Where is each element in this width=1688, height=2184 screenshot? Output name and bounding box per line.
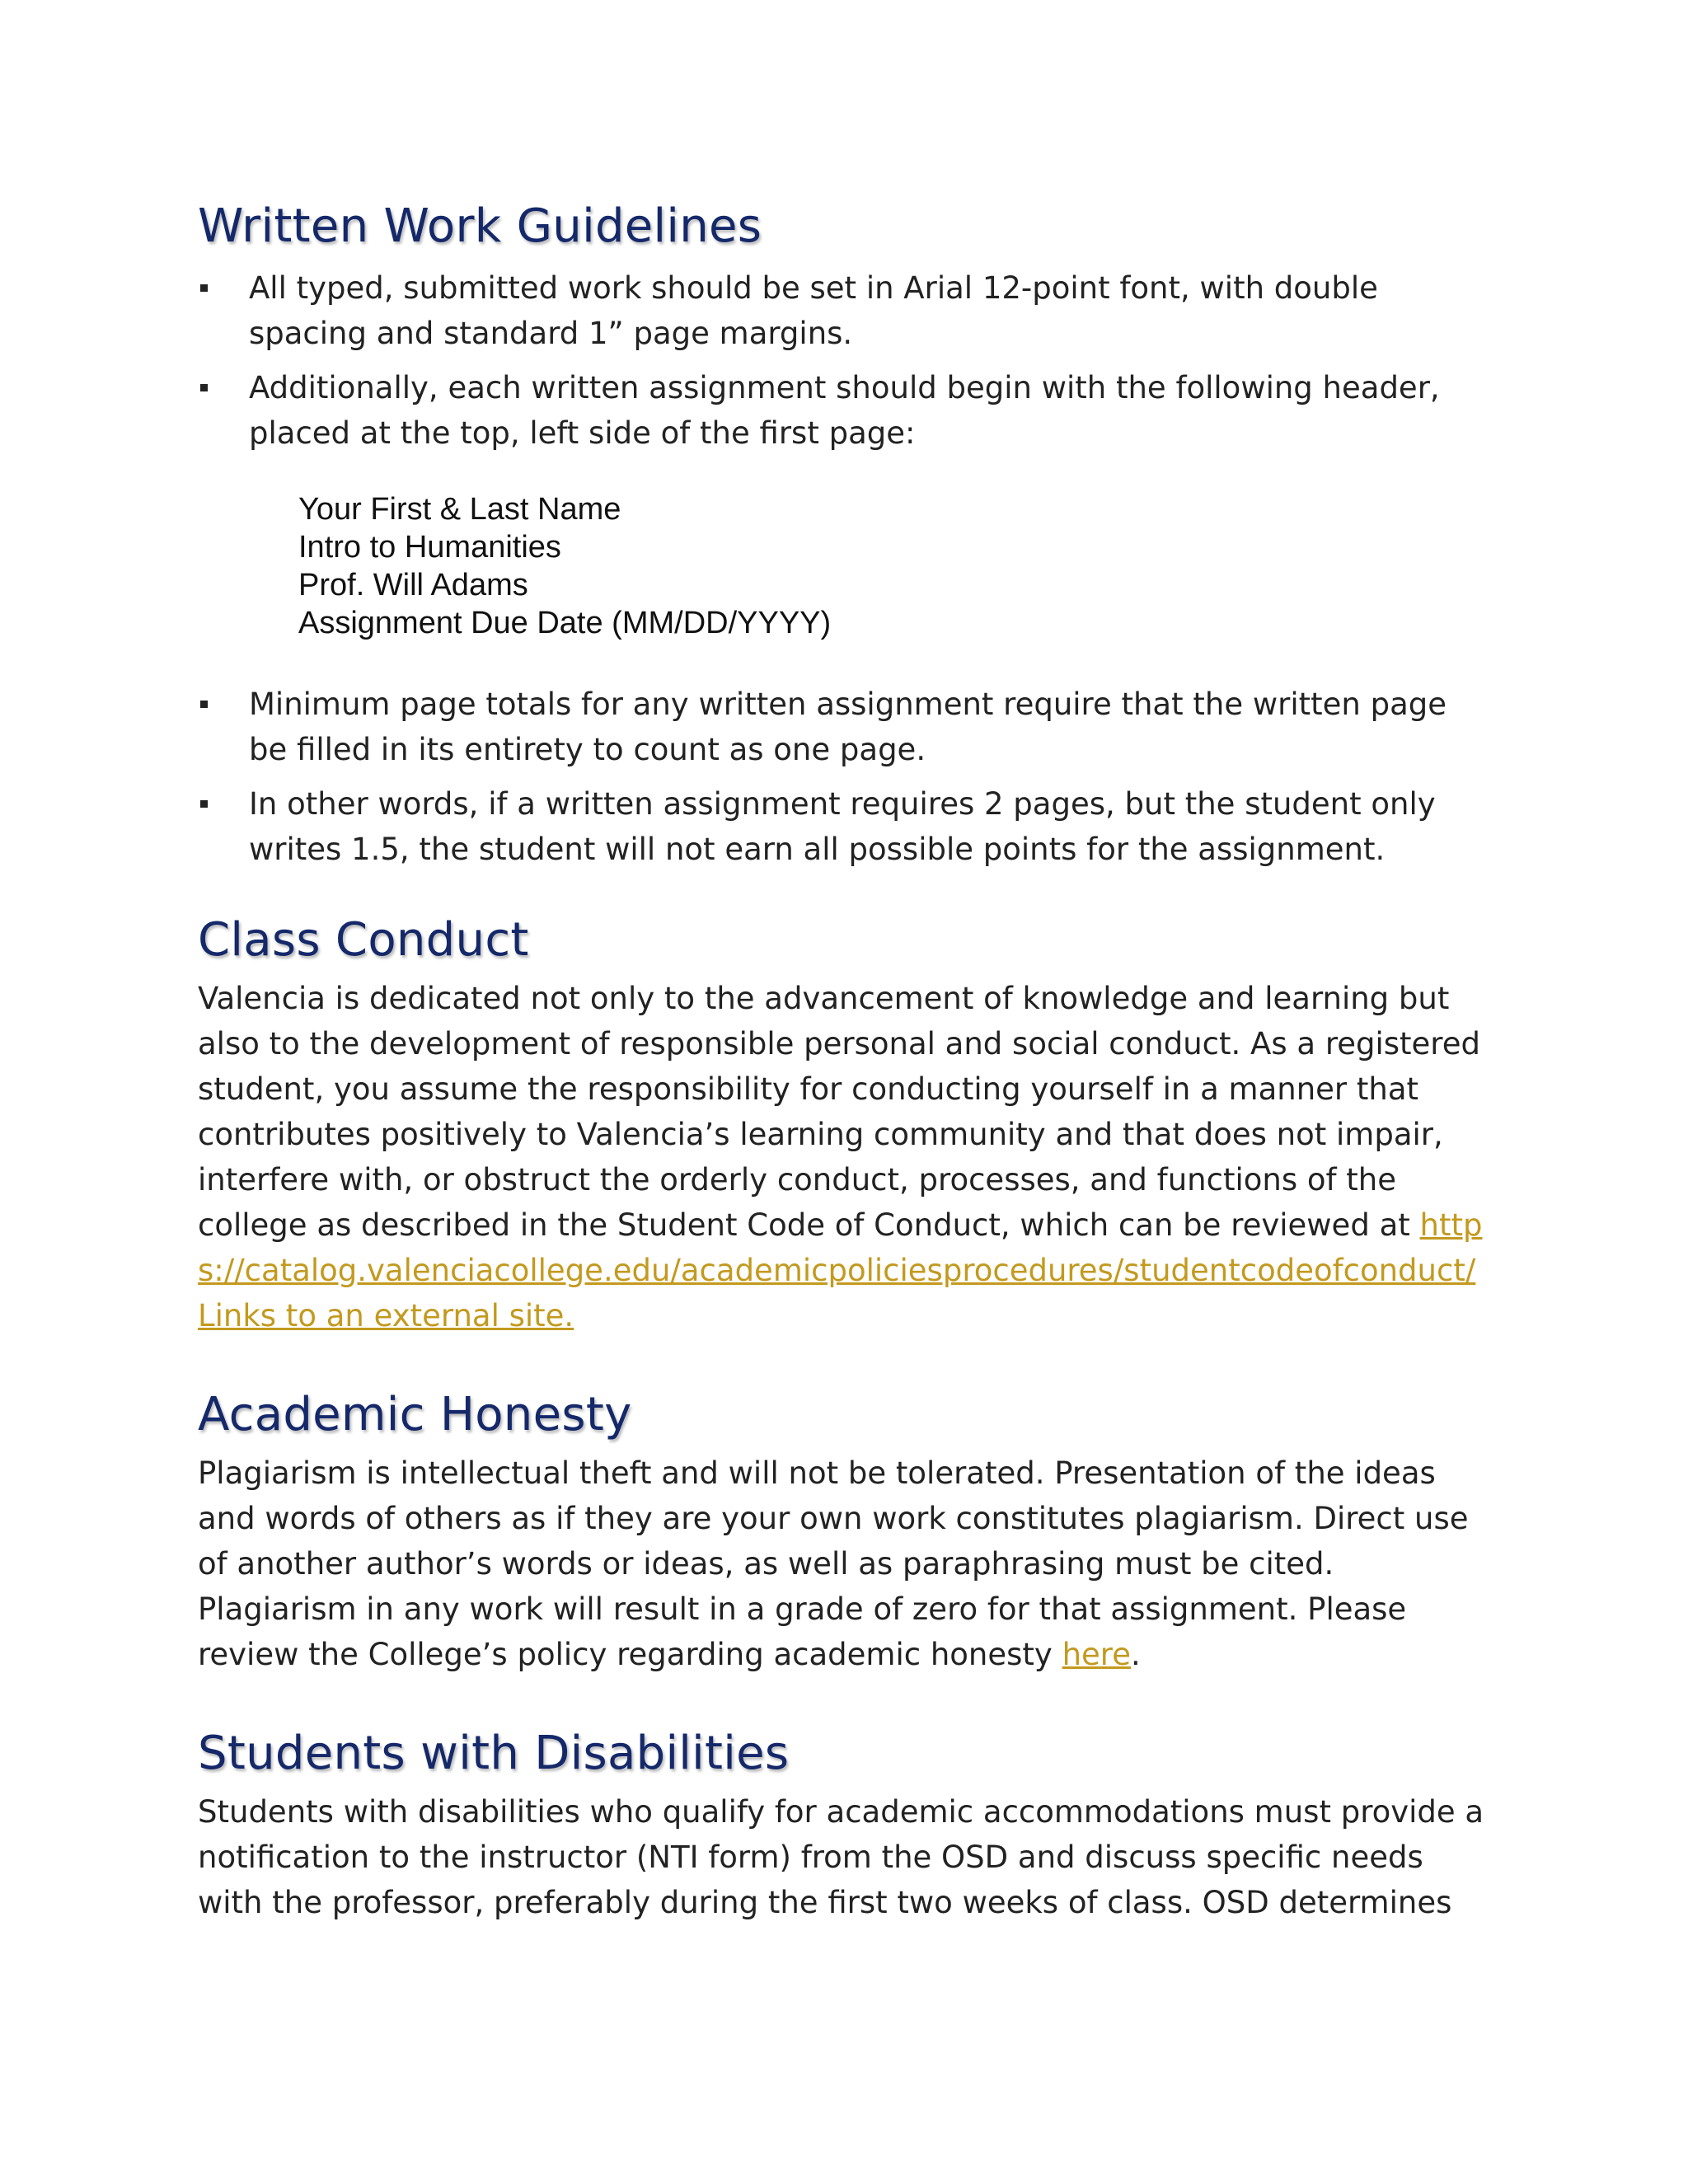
academic-honesty-text: Plagiarism is intellectual theft and will not be tolerated. Presentation of the ideas and words of others as if they are your own work constitutes plagiarism. Direct use of another author’s words or ideas, as well as paraphrasing must be cited. Plagiarism in any work will result in a grade of zero for that assignment. Please review the College’s policy regarding academic honesty xyxy=(198,1455,1469,1672)
class-conduct-section xyxy=(198,912,1492,1338)
square-bullet-icon xyxy=(200,384,208,391)
section-heading-disabilities: Students with Disabilities xyxy=(198,1727,790,1780)
header-line-professor: Prof. Will Adams xyxy=(298,568,528,602)
class-conduct-paragraph xyxy=(198,976,1492,1338)
academic-honesty-paragraph xyxy=(198,1451,1492,1677)
student-code-of-conduct-link[interactable]: https://catalog.valenciacollege.edu/academicpoliciesprocedures/studentcodeofconduct/Links to an external site. xyxy=(198,1207,1483,1333)
square-bullet-icon xyxy=(200,284,208,292)
written-work-section xyxy=(198,198,1492,872)
written-work-bullets-bottom xyxy=(198,682,1492,872)
academic-honesty-period: . xyxy=(1130,1637,1141,1672)
section-heading-written-work: Written Work Guidelines xyxy=(198,199,762,253)
written-work-bullets-top xyxy=(198,265,1492,456)
bullet-text: Minimum page totals for any written assignment require that the written page be filled in its entirety to count as one page. xyxy=(249,687,1447,767)
section-heading-class-conduct: Class Conduct xyxy=(198,913,529,967)
bullet-item xyxy=(198,365,1492,456)
square-bullet-icon xyxy=(200,800,208,808)
bullet-item xyxy=(198,265,1492,356)
class-conduct-text: Valencia is dedicated not only to the advancement of knowledge and learning but also to the development of responsible personal and social conduct. As a registered student, you assume the responsibility for conducting yourself in a manner that contributes positively to Valencia’s learning community and that does not impair, interfere with, or obstruct the orderly conduct, processes, and functions of the college as described in the Student Code of Conduct, which can be reviewed at xyxy=(198,981,1480,1243)
sample-header-block xyxy=(298,490,1492,642)
header-line-due-date: Assignment Due Date (MM/DD/YYYY) xyxy=(298,606,832,640)
disabilities-paragraph: Students with disabilities who qualify for academic accommodations must provide a notification to the instructor (NTI form) from the OSD and discuss specific needs with the professor, preferably during the first two weeks of class. OSD determines xyxy=(198,1794,1484,1920)
square-bullet-icon xyxy=(200,701,208,708)
bullet-text: Additionally, each written assignment should begin with the following header, placed at the top, left side of the first page: xyxy=(249,370,1440,451)
bullet-text: All typed, submitted work should be set in Arial 12-point font, with double spacing and standard 1” page margins. xyxy=(249,270,1378,351)
bullet-item xyxy=(198,682,1492,772)
header-line-course: Intro to Humanities xyxy=(298,530,561,565)
academic-honesty-section xyxy=(198,1386,1492,1677)
bullet-item xyxy=(198,781,1492,872)
disabilities-section xyxy=(198,1725,1492,1925)
academic-honesty-policy-link[interactable]: here xyxy=(1062,1637,1131,1672)
bullet-text: In other words, if a written assignment requires 2 pages, but the student only writes 1.5, the student will not earn all possible points for the assignment. xyxy=(249,786,1436,867)
section-heading-academic-honesty: Academic Honesty xyxy=(198,1388,632,1441)
document-page xyxy=(198,198,1492,1925)
header-line-name: Your First & Last Name xyxy=(298,492,621,527)
